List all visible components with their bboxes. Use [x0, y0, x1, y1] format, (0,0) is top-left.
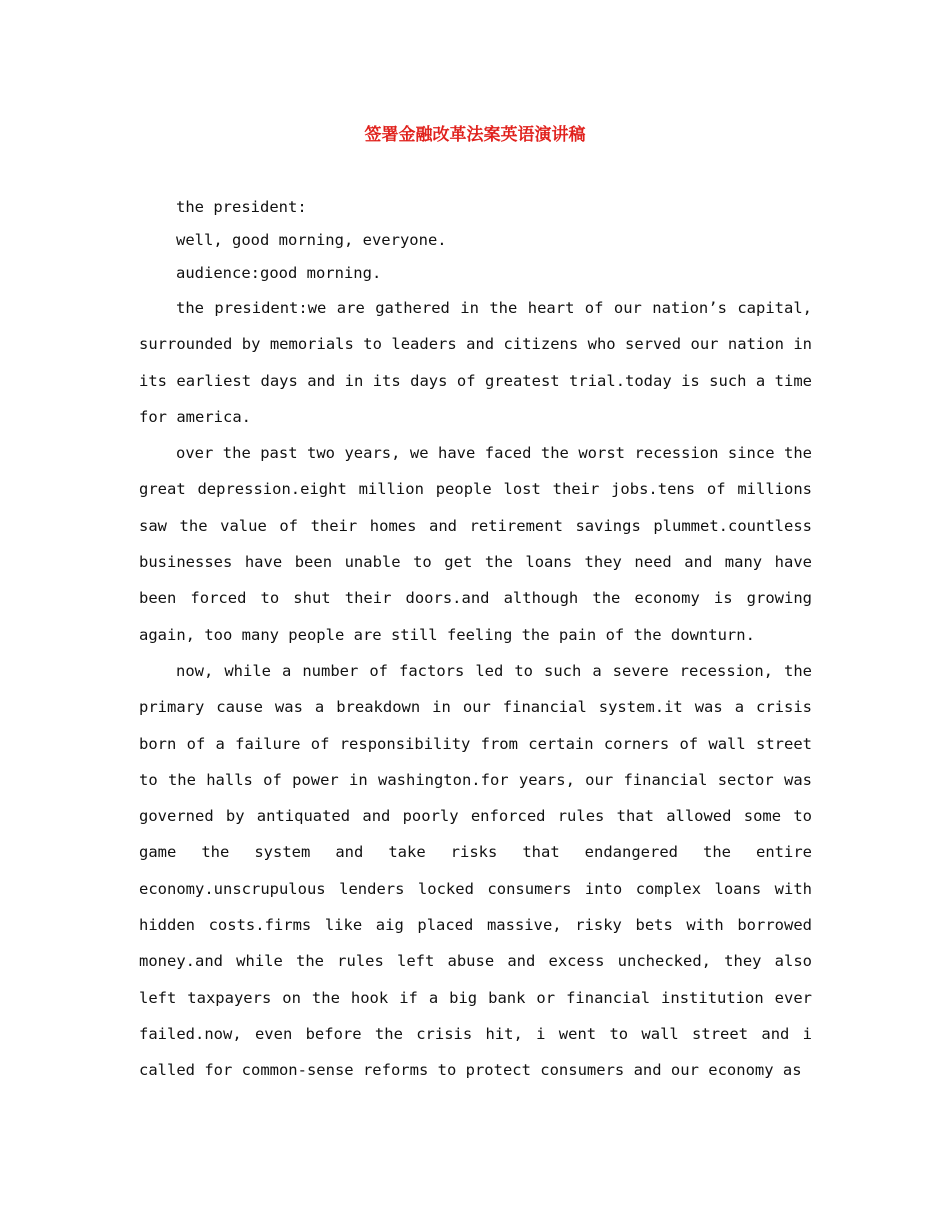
paragraph-opening: the president:we are gathered in the heart of our nation’s capital, surrounded by memorials to leaders and citizens who served our nation in its earliest days and in its days of greatest trial.today is such a time for america. — [139, 299, 812, 426]
paragraph-speaker-president: the president: — [176, 198, 307, 216]
document-body — [139, 191, 812, 1089]
paragraph-recession: over the past two years, we have faced the worst recession since the great depression.eight million people lost their jobs.tens of millions saw the value of their homes and retirement savings plummet.countless businesses have been unable to get the loans they need and many have been forced to shut their doors.and although the economy is growing again, too many people are still feeling the pain of the downturn. — [139, 444, 812, 644]
paragraph-audience-reply: audience:good morning. — [176, 264, 382, 282]
paragraph-greeting: well, good morning, everyone. — [176, 231, 447, 249]
paragraph-financial-crisis: now, while a number of factors led to such a severe recession, the primary cause was a breakdown in our financial system.it was a crisis born of a failure of responsibility from certain corners of wall street to the halls of power in washington.for years, our financial sector was governed by antiquated and poorly enforced rules that allowed some to game the system and take risks that endangered the entire economy.unscrupulous lenders locked consumers into complex loans with hidden costs.firms like aig placed massive, risky bets with borrowed money.and while the rules left abuse and excess unchecked, they also left taxpayers on the hook if a big bank or financial institution ever failed.now, even before the crisis hit, i went to wall street and i called for common-sense reforms to protect consumers and our economy as — [139, 661, 812, 1080]
document-title: 签署金融改革法案英语演讲稿 — [364, 125, 586, 145]
